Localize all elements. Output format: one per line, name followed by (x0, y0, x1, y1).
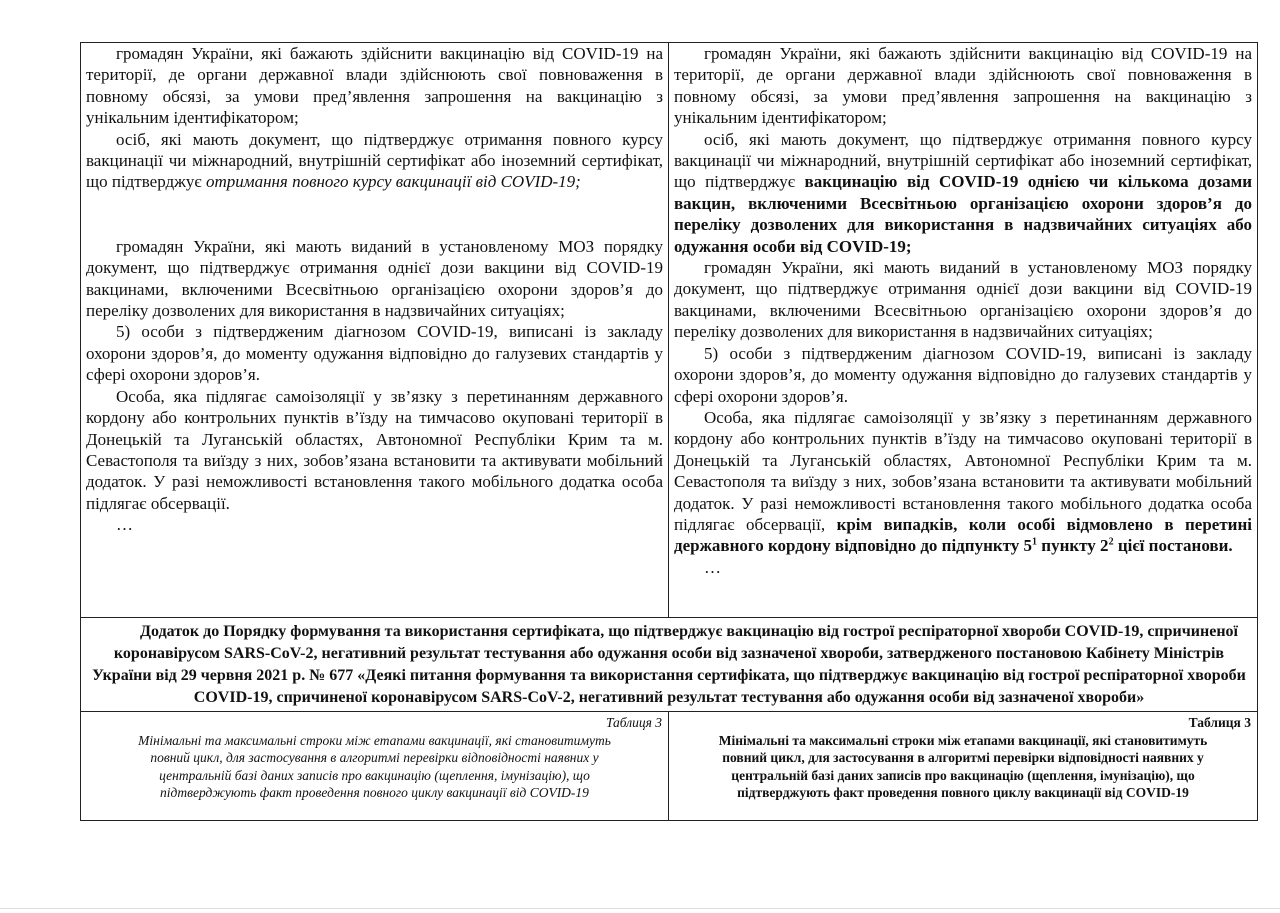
paragraph: громадян України, які бажають здійснити вакцинацію від COVID-19 на території, де органи державної влади здійснюють свої повноваження в повному обсязі, за умови пред’явлення запрошення на вакцинацію з унікальним ідентифікатором; (86, 44, 663, 128)
paragraph: 5) особи з підтвердженим діагнозом COVID-19, виписані із закладу охорони здоров’я, до моменту одужання відповідно до галузевих стандартів у сфері охорони здоров’я. (86, 322, 663, 385)
annex-title: Додаток до Порядку формування та використання сертифіката, що підтверджує вакцинацію від гострої респіраторної хвороби COVID-19, спричиненої коронавірусом SARS-CoV-2, негативний результат тестування або одужання особи від зазначеної хвороби, затвердженого постановою Кабінету Міністрів України від 29 червня 2021 р. № 677 «Деякі питання формування та використання сертифіката, що підтверджує вакцинацію від гострої респіраторної хвороби COVID-19, спричиненої коронавірусом SARS-CoV-2, негативний результат тестування або одужання особи від зазначеної хвороби» (81, 617, 1257, 712)
paragraph: 5) особи з підтвердженим діагнозом COVID-19, виписані із закладу охорони здоров’я, до моменту одужання відповідно до галузевих стандартів у сфері охорони здоров’я. (674, 343, 1252, 406)
superscript: 2 (1108, 536, 1114, 548)
italic-text: отримання повного курсу вакцинації від COVID-19; (205, 172, 581, 192)
table-caption: Мінімальні та максимальні строки між етапами вакцинації, які становитимуть повний цикл, для застосування в алгоритмі перевірки відповідності наявних у центральній базі даних записів про вакцинацію (щеплення, імунізацію), що підтверджують факт проведення повного циклу вакцинації від COVID-19 (138, 732, 611, 801)
spacer (86, 193, 663, 236)
table-caption: Мінімальні та максимальні строки між етапами вакцинації, які становитимуть повний цикл, для застосування в алгоритмі перевірки відповідності наявних у центральній базі даних записів про вакцинацію (щеплення, імунізацію), що підтверджують факт проведення повного циклу вакцинації від COVID-19 (718, 732, 1208, 801)
comparison-table (80, 42, 1258, 821)
paragraph (674, 407, 1252, 557)
ellipsis: … (116, 515, 133, 535)
table-label: Таблиця 3 (1188, 715, 1251, 730)
text: осіб, які мають документ, що підтверджує отримання повного курсу вакцинації чи міжнародний, внутрішній сертифікат або іноземний сертифікат, що підтверджує (674, 129, 1252, 192)
scan-edge (0, 908, 1280, 909)
text: Особа, яка підлягає самоізоляції у зв’язку з перетинанням державного кордону або контрольних пунктів в’їзду на тимчасово окуповані території в Донецькій та Луганській областях, Автономної Республіки Крим та м. Севастополя та виїзду з них, зобов’язана встановити та активувати мобільний додаток. У разі неможливості встановлення такого мобільного додатка особа підлягає обсервації, (674, 407, 1252, 534)
table3-current (81, 712, 669, 820)
text: пункту 2 (1037, 536, 1109, 556)
paragraph: громадян України, які мають виданий в установленому МОЗ порядку документ, що підтверджує отримання однієї дози вакцини від COVID-19 вакцинами, включеними Всесвітньою організацією охорони здоров’я до переліку дозволених для використання в надзвичайних ситуаціях; (674, 258, 1252, 342)
paragraph: громадян України, які мають виданий в установленому МОЗ порядку документ, що підтверджує отримання однієї дози вакцини від COVID-19 вакцинами, включеними Всесвітньою організацією охорони здоров’я до переліку дозволених для використання в надзвичайних ситуаціях; (86, 236, 663, 321)
table-label: Таблиця 3 (605, 715, 662, 730)
text: осіб, які мають документ, що підтверджує отримання повного курсу вакцинації чи міжнародний, внутрішній сертифікат або іноземний сертифікат, що підтверджує (86, 129, 663, 192)
text-row (81, 43, 1257, 617)
bold-text: вакцинацію від COVID-19 однією чи кількома дозами вакцин, включеними Всесвітньою організацією охорони здоров’я до переліку дозволених для використання в надзвичайних ситуаціях або одужання особи від COVID-19; (674, 172, 1252, 256)
text: цієї постанови. (1113, 536, 1233, 556)
table3-proposed (669, 712, 1257, 820)
table3-row (81, 712, 1257, 820)
proposed-wording-column (669, 43, 1257, 617)
paragraph: Особа, яка підлягає самоізоляції у зв’язку з перетинанням державного кордону або контрольних пунктів в’їзду на тимчасово окуповані території в Донецькій та Луганській областях, Автономної Республіки Крим та м. Севастополя та виїзду з них, зобов’язана встановити та активувати мобільний додаток. У разі неможливості встановлення такого мобільного додатка особа підлягає обсервації. (86, 386, 663, 513)
paragraph (674, 129, 1252, 257)
text: крім випадків, коли особі відмовлено в перетині державного кордону відповідно до підпункту 5 (674, 514, 1252, 556)
current-wording-column (81, 43, 669, 617)
ellipsis: … (704, 557, 721, 577)
paragraph: громадян України, які бажають здійснити вакцинацію від COVID-19 на території, де органи державної влади здійснюють свої повноваження в повному обсязі, за умови пред’явлення запрошення на вакцинацію з унікальним ідентифікатором; (674, 44, 1252, 128)
paragraph (86, 129, 663, 193)
superscript: 1 (1032, 536, 1038, 548)
